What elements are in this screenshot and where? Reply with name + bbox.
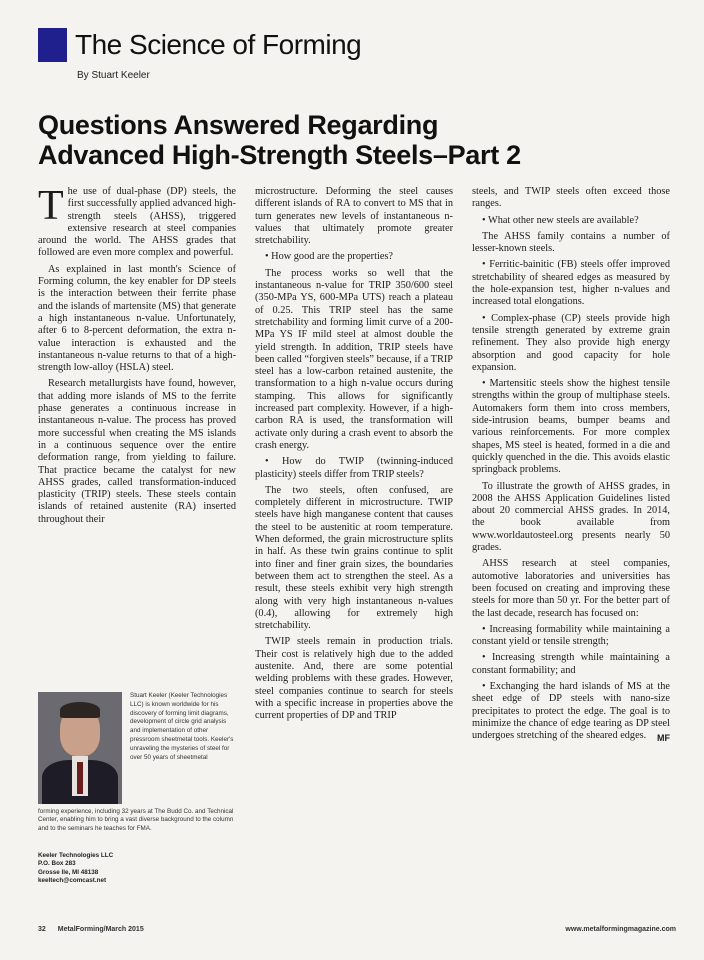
section-banner: [38, 28, 361, 62]
article-column-1: [38, 186, 236, 686]
question-heading: • How good are the properties?: [265, 251, 393, 263]
bullet-item: • Increasing formability while maintaining a constant yield or tensile strength;: [472, 623, 670, 648]
end-mark: MF: [657, 733, 670, 744]
paragraph: TWIP steels remain in production trials. Their cost is relatively high due to the added austenite. And, there are some potential welding problems with these grades. However, steel companies continue to search for steels with a specific increase in properties above the current properties of DP and TRIP: [255, 636, 453, 722]
bullet-item: • Complex-phase (CP) steels provide high tensile strength generated by extreme grain refinement. They also provide high energy absorption and good capacity for hole expansion.: [472, 312, 670, 373]
paragraph: The process works so well that the instantaneous n-value for TRIP 350/600 steel (350-MPa YS, 600-MPa UTS) reach a plateau of 0.25. This TRIP steel has the same stretchability and forming limit curve of a 200-MPa YS IF mild steel at almost double the yield strength. In addition, TRIP steels have been called “forgiven steels” because, if a TRIP steel has a low-carbon retained austenite, the transformation to a high n-value occurs during stamping. This allows for significantly increased part complexity. However, if a high-carbon RA is used, the transformation will activate only during a crash event to absorb the crash energy.: [255, 267, 453, 451]
paragraph: steels, and TWIP steels often exceed those ranges.: [472, 186, 670, 210]
page-footer-left: [38, 926, 154, 933]
article-column-2: [255, 186, 453, 886]
paragraph: microstructure. Deforming the steel causes different islands of RA to convert to MS that in turn generates new levels of instantaneous n-values that ultimately promote greater stretchability.: [255, 186, 453, 247]
bio-text-continued: forming experience, including 32 years at The Budd Co. and Technical Center, enabling him to bring a vast diverse background to the column and to the seminars he teaches for FMA.: [38, 808, 234, 832]
bullet-item: • Exchanging the hard islands of MS at the sheet edge of DP steels with nano-size precipitates to protect the edge. The goal is to minimize the chance of edge tearing as DP steel undergoes stretching of the sheared edges. MF: [472, 680, 670, 744]
byline: By Stuart Keeler: [77, 70, 150, 81]
article-column-3: [472, 186, 670, 891]
section-title: The Science of Forming: [75, 29, 362, 60]
paragraph: The use of dual-phase (DP) steels, the first successfully applied advanced high-strength steels (AHSS), triggered extensive research at steel companies around the world. The AHSS grades that followed are even more complex and powerful.: [38, 186, 236, 259]
headline-line-2: Advanced High-Strength Steels–Part 2: [38, 140, 521, 170]
contact-email: keeltech@comcast.net: [38, 876, 107, 884]
page-number: 32: [38, 926, 46, 933]
paragraph: AHSS research at steel companies, automotive laboratories and universities has been focused on creating and improving these steels for more than 50 yr. For the better part of the last decade, research has focused on:: [472, 558, 670, 619]
bio-text: Stuart Keeler (Keeler Technologies LLC) is known worldwide for his discovery of forming limit diagrams, development of circle grid analysis and implementation of other pressroom sheetmetal tools. Keeler's unraveling the mysteries of steel for over 50 years of sheetmetal: [130, 692, 234, 761]
contact-company: Keeler Technologies LLC: [38, 852, 114, 859]
issue-info: MetalForming/March 2015: [57, 926, 144, 933]
question-heading: • What other new steels are available?: [482, 214, 639, 226]
bullet-item: • Ferritic-bainitic (FB) steels offer improved stretchability of sheared edges as measured by the hole-expansion test, higher n-values and increased total elongations.: [472, 259, 670, 308]
bullet-item: • Martensitic steels show the highest tensile strengths within the group of multiphase steels. Automakers form them into cross members, side-intrusion beams, bumper beams and various reinforcements. For more complex shapes, MS steel is heated, formed in a die and quickly quenched in the die. This avoids elastic springback problems.: [472, 378, 670, 476]
paragraph: Research metallurgists have found, however, that adding more islands of MS to the ferrite phase generates a continuous increase in instantaneous n-value. The process has proved more successful when creating the MS islands in a continuous sequence over the entire deformation range, from yielding to failure. That practice became the catalyst for new AHSS grades, called transformation-induced plasticity (TRIP) steels. These steels contain islands of retained austenite (RA) inserted throughout their: [38, 378, 236, 525]
footer-website: www.metalformingmagazine.com: [565, 926, 676, 933]
headline-line-1: Questions Answered Regarding: [38, 110, 439, 140]
paragraph: The AHSS family contains a number of lesser-known steels.: [472, 230, 670, 255]
contact-city: Grosse Ile, MI 48138: [38, 868, 99, 876]
question-heading: • How do TWIP (twinning-induced plasticity) steels differ from TRIP steels?: [255, 456, 453, 480]
banner-accent-bar: [38, 28, 67, 62]
bullet-item: • Increasing strength while maintaining a constant formability; and: [472, 652, 670, 676]
contact-address: P.O. Box 283: [38, 860, 76, 868]
author-contact: [38, 852, 113, 885]
paragraph: To illustrate the growth of AHSS grades, in 2008 the AHSS Application Guidelines listed about 20 commercial AHSS grades. In 2014, the book available from www.worldautosteel.org presents nearly 50 grades.: [472, 480, 670, 554]
article-headline: [38, 110, 678, 170]
author-photo: [38, 692, 122, 804]
paragraph: As explained in last month's Science of Forming column, the key enabler for DP steels is the interaction between their ferrite phase and the islands of martensite (MS) that generate a high instantaneous n-value. Unfortunately, after 6 to 8-percent deformation, the extra n-value interaction is exhausted and the instantaneous n-value returns to that of a high-strength low-alloy (HSLA) steel.: [38, 263, 236, 374]
paragraph: The two steels, often confused, are completely different in microstructure. TWIP steels have high manganese content that causes the steel to be austenitic at room temperature. When deformed, the grain microstructure splits in half. As these twin grains continue to split into finer and finer grain sizes, the boundaries between them act to strengthen the steel. As a result, these steels exhibit very high strength along with very high instantaneous n-values (0.4), allowing for extremely high stretchability.: [255, 484, 453, 632]
drop-cap: T: [38, 186, 64, 229]
